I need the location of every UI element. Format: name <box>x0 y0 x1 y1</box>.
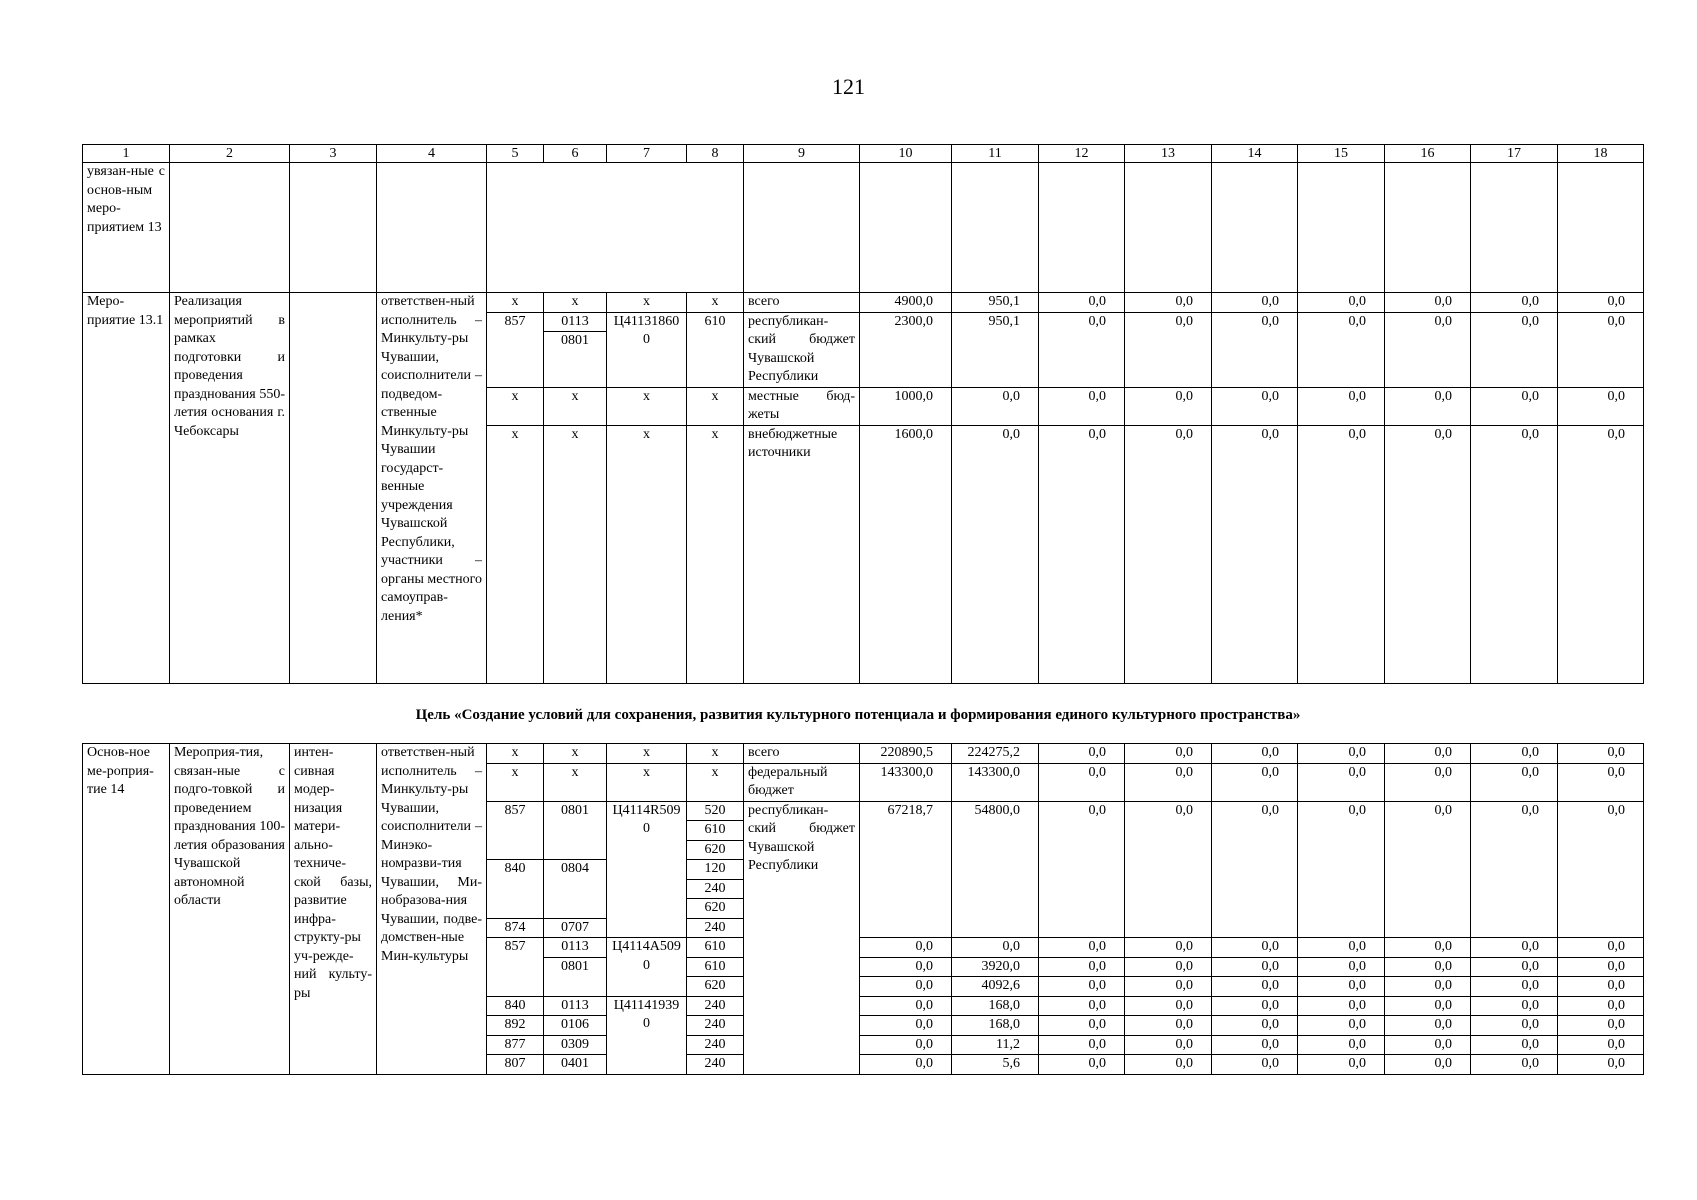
table-cell: 0,0 <box>1039 1035 1125 1055</box>
table-cell: 0401 <box>544 1055 607 1075</box>
table-cell: x <box>607 763 687 801</box>
table-cell: 0,0 <box>1558 1016 1644 1036</box>
event-description: Мероприя-тия, связан-ные с подго-товкой и проведением празднования 100-летия образования Чувашской автономной области <box>170 744 290 1075</box>
continuation-cell: увязан-ные с основ-ным меро-приятием 13 <box>83 163 170 293</box>
event-label: Меро-приятие 13.1 <box>83 293 170 684</box>
table-cell: 0,0 <box>1385 801 1471 938</box>
table-cell: 0,0 <box>1212 996 1298 1016</box>
table-cell: 0,0 <box>1385 1035 1471 1055</box>
table-cell: 11,2 <box>952 1035 1039 1055</box>
table-cell: 840 <box>487 996 544 1016</box>
table-cell: 0,0 <box>860 1055 952 1075</box>
table-cell: 0,0 <box>1558 1035 1644 1055</box>
table-cell: 0309 <box>544 1035 607 1055</box>
table-cell: 0,0 <box>1471 763 1558 801</box>
col-header: 8 <box>687 145 744 163</box>
col-header: 13 <box>1125 145 1212 163</box>
table-cell: 240 <box>687 996 744 1016</box>
table-cell: 0,0 <box>1385 1016 1471 1036</box>
col-header: 17 <box>1471 145 1558 163</box>
table-cell: 0,0 <box>1471 957 1558 977</box>
table-cell: 0,0 <box>1212 763 1298 801</box>
col-header: 7 <box>607 145 687 163</box>
table-cell <box>1212 163 1298 293</box>
table-cell: 0,0 <box>1558 938 1644 958</box>
col-header: 12 <box>1039 145 1125 163</box>
table-cell: 0113 <box>544 938 607 958</box>
table-cell: 0,0 <box>1558 1055 1644 1075</box>
table-cell: Ц411419390 <box>607 996 687 1074</box>
table-cell: 0,0 <box>860 996 952 1016</box>
table-cell: 0,0 <box>1125 977 1212 997</box>
table-row: Меро-приятие 13.1 Реализация мероприятий в рамках подготовки и проведения празднования 550-летия основания г. Чебоксары ответствен-ный исполнитель – Минкульту-ры Чувашии, соисполнители – подведом-ственные Минкульту-ры Чувашии государст-венные учреждения Чувашской Республики, участники – органы местного самоуправ-ления* x x x x всего 4900,0 950,1 0,0 0,0 0,0 0,0 0,0 0,0 0,0 <box>83 293 1644 313</box>
table-cell: 0,0 <box>1212 801 1298 938</box>
col-header: 15 <box>1298 145 1385 163</box>
table-cell: 0,0 <box>860 957 952 977</box>
table-cell: 0804 <box>544 860 607 919</box>
table-cell: 620 <box>687 840 744 860</box>
table-cell: 0,0 <box>1125 801 1212 938</box>
table-cell: 0,0 <box>1471 801 1558 938</box>
table-cell: 0,0 <box>1212 1035 1298 1055</box>
table-cell: 0,0 <box>1385 938 1471 958</box>
table-cell: 0,0 <box>1471 1016 1558 1036</box>
table-cell: 143300,0 <box>952 763 1039 801</box>
table-cell: 857 <box>487 801 544 860</box>
table-cell: 4092,6 <box>952 977 1039 997</box>
table-cell: 0,0 <box>1212 957 1298 977</box>
table-cell: 0,0 <box>1385 1055 1471 1075</box>
table-cell: 0,0 <box>860 1016 952 1036</box>
table-cell: 0,0 <box>1385 744 1471 764</box>
table-cell: 143300,0 <box>860 763 952 801</box>
table-cell <box>1125 163 1212 293</box>
table-cell <box>952 163 1039 293</box>
col-header: 9 <box>744 145 860 163</box>
table-cell <box>290 293 377 684</box>
table-cell: 0,0 <box>1298 1035 1385 1055</box>
table-cell: 892 <box>487 1016 544 1036</box>
table-cell: 0,0 <box>1125 763 1212 801</box>
table-cell: 610 <box>687 821 744 841</box>
table-cell: x <box>487 744 544 764</box>
table-cell: 0,0 <box>1471 1035 1558 1055</box>
responsible-executor: ответствен-ный исполнитель – Минкульту-ры Чувашии, соисполнители – подведом-ственные Минкульту-ры Чувашии государст-венные учреждения Чувашской Республики, участники – органы местного самоуправ-ления* <box>377 293 487 684</box>
table-cell: x <box>687 763 744 801</box>
table-cell: 120 <box>687 860 744 880</box>
table-cell: 0,0 <box>1558 763 1644 801</box>
table-cell: 0,0 <box>1039 801 1125 938</box>
table-cell: 0,0 <box>1298 1016 1385 1036</box>
table-cell: 520 <box>687 801 744 821</box>
table-cell: 0,0 <box>1298 957 1385 977</box>
table-cell: 0,0 <box>1385 996 1471 1016</box>
table-cell: 0,0 <box>1212 1016 1298 1036</box>
table-cell: 0,0 <box>1212 977 1298 997</box>
table-cell: 0,0 <box>1212 1055 1298 1075</box>
table-cell: 0,0 <box>1558 996 1644 1016</box>
event-outcome: интен-сивная модер-низация матери-ально-техниче-ской базы, развитие инфра-структу-ры уч-режде-ний культу-ры <box>290 744 377 1075</box>
col-header: 6 <box>544 145 607 163</box>
table-cell <box>1298 163 1385 293</box>
table-cell: 0,0 <box>1212 938 1298 958</box>
table-cell <box>1385 163 1471 293</box>
table-cell: 620 <box>687 977 744 997</box>
table-cell: 0,0 <box>1298 763 1385 801</box>
col-header: 10 <box>860 145 952 163</box>
table-cell: 0,0 <box>1471 977 1558 997</box>
table-cell: 67218,7 <box>860 801 952 938</box>
table-cell: 168,0 <box>952 1016 1039 1036</box>
budget-table-top <box>82 144 1644 684</box>
continuation-row <box>83 163 1644 293</box>
goal-heading: Цель «Создание условий для сохранения, развития культурного потенциала и формирования единого культурного пространства» <box>415 707 1301 723</box>
col-header: 11 <box>952 145 1039 163</box>
table-cell: 0,0 <box>1471 744 1558 764</box>
table-cell: 0,0 <box>1212 744 1298 764</box>
table-cell: 0,0 <box>1298 1055 1385 1075</box>
table-cell: Ц4114A5090 <box>607 938 687 997</box>
table-cell: 857 <box>487 938 544 997</box>
table-row: x x x x внебюджетные источники 1600,0 0,0 0,0 0,0 0,0 0,0 0,0 0,0 0,0 <box>83 425 1644 683</box>
table-cell: 840 <box>487 860 544 919</box>
table-cell <box>1471 163 1558 293</box>
table-cell: 0,0 <box>1558 957 1644 977</box>
table-cell <box>744 163 860 293</box>
table-cell: 0,0 <box>1039 744 1125 764</box>
table-cell: x <box>487 763 544 801</box>
table-cell: 0,0 <box>1125 744 1212 764</box>
table-cell: 168,0 <box>952 996 1039 1016</box>
table-cell: x <box>544 763 607 801</box>
table-cell: 0,0 <box>1558 744 1644 764</box>
table-cell: 0801 <box>544 957 607 996</box>
table-cell: 877 <box>487 1035 544 1055</box>
table-cell: 0,0 <box>1558 977 1644 997</box>
table-cell: 0,0 <box>1125 957 1212 977</box>
table-cell: 0,0 <box>1298 801 1385 938</box>
page-number: 121 <box>832 74 865 99</box>
col-header: 14 <box>1212 145 1298 163</box>
table-cell: 0,0 <box>1039 763 1125 801</box>
table-cell: 0,0 <box>1471 996 1558 1016</box>
table-cell <box>1039 163 1125 293</box>
table-cell: 3920,0 <box>952 957 1039 977</box>
table-cell: 0,0 <box>1039 938 1125 958</box>
col-header: 2 <box>170 145 290 163</box>
budget-table-bottom <box>82 743 1644 1075</box>
table-cell: 240 <box>687 918 744 938</box>
col-header: 18 <box>1558 145 1644 163</box>
col-header: 5 <box>487 145 544 163</box>
table-cell: 0113 <box>544 996 607 1016</box>
table-cell: 874 <box>487 918 544 938</box>
col-header: 4 <box>377 145 487 163</box>
header-row <box>83 145 1644 163</box>
table-cell: Ц4114R5090 <box>607 801 687 938</box>
table-cell: 0106 <box>544 1016 607 1036</box>
table-cell: 0,0 <box>1385 977 1471 997</box>
table-cell: x <box>687 744 744 764</box>
col-header: 3 <box>290 145 377 163</box>
table-cell: 610 <box>687 938 744 958</box>
table-cell: 0,0 <box>1298 996 1385 1016</box>
table-row: 857 0113 0801 Ц411318600 610 республикан-ский бюджет Чувашской Республики 2300,0 950,1 0,0 0,0 0,0 0,0 0,0 0,0 0,0 <box>83 312 1644 387</box>
table-cell: 610 <box>687 957 744 977</box>
table-cell: 0,0 <box>1471 938 1558 958</box>
funding-source: республикан-ский бюджет Чувашской Республики <box>744 312 860 387</box>
event-label: Основ-ное ме-роприя-тие 14 <box>83 744 170 1075</box>
table-cell: 0,0 <box>1125 1035 1212 1055</box>
table-cell: 0,0 <box>860 938 952 958</box>
table-cell: 0,0 <box>1125 1016 1212 1036</box>
table-cell: 0,0 <box>860 977 952 997</box>
table-cell: 0,0 <box>860 1035 952 1055</box>
table-cell: 54800,0 <box>952 801 1039 938</box>
table-cell: 0,0 <box>1039 1055 1125 1075</box>
table-cell: 0,0 <box>1039 1016 1125 1036</box>
table-cell: 0,0 <box>1298 977 1385 997</box>
table-cell: 0,0 <box>1125 996 1212 1016</box>
table-cell: 240 <box>687 879 744 899</box>
funding-source: республикан-ский бюджет Чувашской Республики <box>744 801 860 1074</box>
table-cell: 0707 <box>544 918 607 938</box>
table-cell: 0,0 <box>1471 1055 1558 1075</box>
empty-cell <box>487 163 744 293</box>
table-cell: 0,0 <box>1385 763 1471 801</box>
table-cell: 0,0 <box>1125 1055 1212 1075</box>
table-cell: 0,0 <box>1385 957 1471 977</box>
table-cell: 620 <box>687 899 744 919</box>
table-cell <box>377 163 487 293</box>
responsible-executor: ответствен-ный исполнитель – Минкульту-ры Чувашии, соисполнители – Минэко-номразви-тия Чувашии, Ми-нобразова-ния Чувашии, подве-домствен-ные Мин-культуры <box>377 744 487 1075</box>
event-description: Реализация мероприятий в рамках подготовки и проведения празднования 550-летия основания г. Чебоксары <box>170 293 290 684</box>
table-cell <box>170 163 290 293</box>
table-cell: 0,0 <box>1039 996 1125 1016</box>
funding-source: внебюджетные источники <box>744 425 860 683</box>
funding-source: местные бюд-жеты <box>744 387 860 425</box>
table-row <box>83 744 1644 764</box>
table-cell: 5,6 <box>952 1055 1039 1075</box>
table-cell: 0,0 <box>1558 801 1644 938</box>
table-cell: 0,0 <box>952 938 1039 958</box>
table-cell: 240 <box>687 1035 744 1055</box>
table-cell <box>1558 163 1644 293</box>
funding-source: федеральный бюджет <box>744 763 860 801</box>
funding-source: всего <box>744 293 860 313</box>
table-cell: 807 <box>487 1055 544 1075</box>
table-cell <box>290 163 377 293</box>
table-cell: x <box>544 744 607 764</box>
table-cell: 0,0 <box>1039 977 1125 997</box>
table-cell: 0,0 <box>1298 938 1385 958</box>
col-header: 16 <box>1385 145 1471 163</box>
table-row: x x x x местные бюд-жеты 1000,0 0,0 0,0 0,0 0,0 0,0 0,0 0,0 0,0 <box>83 387 1644 425</box>
table-cell: 0,0 <box>1125 938 1212 958</box>
table-cell: 220890,5 <box>860 744 952 764</box>
table-cell: 0801 <box>544 801 607 860</box>
funding-source: всего <box>744 744 860 764</box>
table-cell: 224275,2 <box>952 744 1039 764</box>
table-cell: 240 <box>687 1055 744 1075</box>
table-cell: 0,0 <box>1298 744 1385 764</box>
table-cell: 240 <box>687 1016 744 1036</box>
table-cell: x <box>607 744 687 764</box>
col-header: 1 <box>83 145 170 163</box>
table-cell <box>860 163 952 293</box>
table-cell: 0,0 <box>1039 957 1125 977</box>
